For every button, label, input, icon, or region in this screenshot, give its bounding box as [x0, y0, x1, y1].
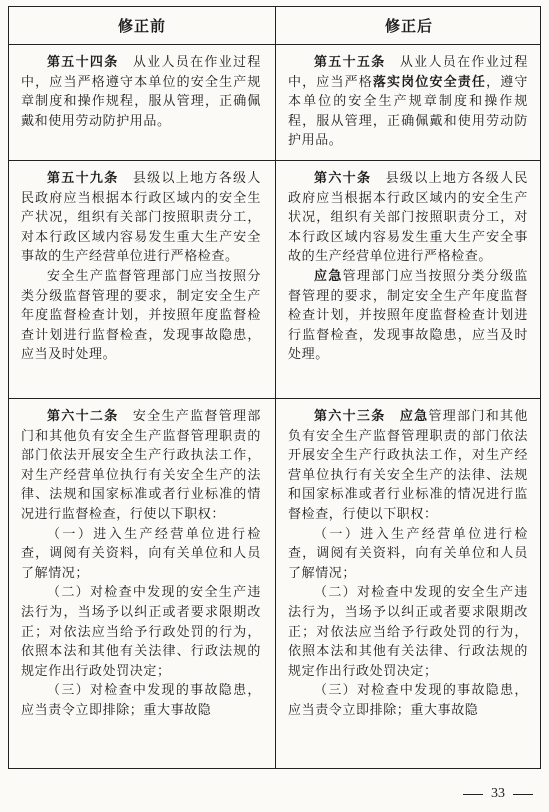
row-3-after [276, 407, 541, 769]
article-paragraph: 安全生产监督管理部门应当按照分类分级监督管理的要求，制定安全生产年度监督检查计划，并按照年度监督检查计划进行监督检查，发现事故隐患，应当及时处理。 [21, 268, 261, 363]
article-paragraph: 第六十三条 应急管理部门和其他负有安全生产监督管理职责的部门依法开展安全生产行政执法工作，对生产经营单位执行有关安全生产的法律、法规和国家标准或者行业标准的情况进行监督检查，行使以下职权： [288, 409, 528, 522]
article-item: （二）对检查中发现的安全生产违法行为，当场予以纠正或者要求限期改正；对依法应当给予行政处罚的行为，依照本法和其他有关法律、行政法规的规定作出行政处罚决定； [21, 585, 261, 679]
amended-text: 落实岗位安全责任 [372, 74, 487, 90]
header-before: 修正前 [117, 17, 166, 35]
header-divider [9, 44, 540, 45]
row-1-before [9, 53, 275, 131]
article-paragraph: 第六十二条 安全生产监督管理部门和其他负有安全生产监督管理职责的部门依法开展安全生产行政执法工作，对生产经营单位执行有关安全生产的法律、法规和国家标准或者行业标准的情况进行监督检查，行使以下职权： [21, 409, 261, 522]
page-number-value: 33 [491, 786, 505, 801]
amended-text: 应急 [399, 409, 429, 424]
article-item: （一）进入生产经营单位进行检查，调阅有关资料，向有关单位和人员了解情况； [21, 526, 261, 581]
row-2-before [9, 169, 275, 365]
article-number: 第五十五条 [314, 55, 386, 70]
article-item: （三）对检查中发现的事故隐患，应当责令立即排除；重大事故隐 [21, 683, 261, 718]
row-2-after [276, 169, 541, 365]
article-number: 第六十三条 [314, 409, 386, 424]
article-paragraph: 应急管理部门应当按照分类分级监督管理的要求，制定安全生产年度监督检查计划，并按照年度监督检查计划进行监督检查，发现事故隐患，应当及时处理。 [288, 268, 528, 363]
article-number: 第五十九条 [47, 171, 119, 186]
page-number-dash [513, 794, 533, 795]
article-paragraph: 第六十条 县级以上地方各级人民政府应当根据本行政区域内的安全生产状况，组织有关部门按照职责分工，对本行政区域内容易发生重大生产安全事故的生产经营单位进行严格检查。 [288, 171, 528, 265]
article-item: （一）进入生产经营单位进行检查，调阅有关资料，向有关单位和人员了解情况； [288, 526, 528, 581]
row-1-after [276, 53, 541, 151]
article-item: （二）对检查中发现的安全生产违法行为，当场予以纠正或者要求限期改正；对依法应当给予行政处罚的行为，依照本法和其他有关法律、行政法规的规定作出行政处罚决定； [288, 585, 528, 679]
article-item: （三）对检查中发现的事故隐患，应当责令立即排除；重大事故隐 [288, 683, 528, 718]
article-number: 第六十条 [314, 171, 372, 186]
header-after: 修正后 [384, 17, 433, 35]
page-number [463, 786, 533, 802]
page-number-dash [463, 794, 483, 795]
article-number: 第六十二条 [47, 409, 119, 424]
article-paragraph: 第五十五条 从业人员在作业过程中，应当严格落实岗位安全责任，遵守本单位的安全生产规章制度和操作规程，服从管理，正确佩戴和使用劳动防护用品。 [288, 55, 528, 149]
article-number: 第五十四条 [47, 55, 119, 70]
row-divider [9, 160, 540, 161]
row-3-before [9, 407, 275, 769]
article-paragraph: 第五十四条 从业人员在作业过程中，应当严格遵守本单位的安全生产规章制度和操作规程，服从管理，正确佩戴和使用劳动防护用品。 [21, 55, 261, 129]
article-paragraph: 第五十九条 县级以上地方各级人民政府应当根据本行政区域内的安全生产状况，组织有关部门按照职责分工，对本行政区域内容易发生重大生产安全事故的生产经营单位进行严格检查。 [21, 171, 261, 265]
row-divider [9, 398, 540, 399]
amended-text: 应急 [314, 268, 343, 284]
comparison-table [8, 6, 541, 769]
